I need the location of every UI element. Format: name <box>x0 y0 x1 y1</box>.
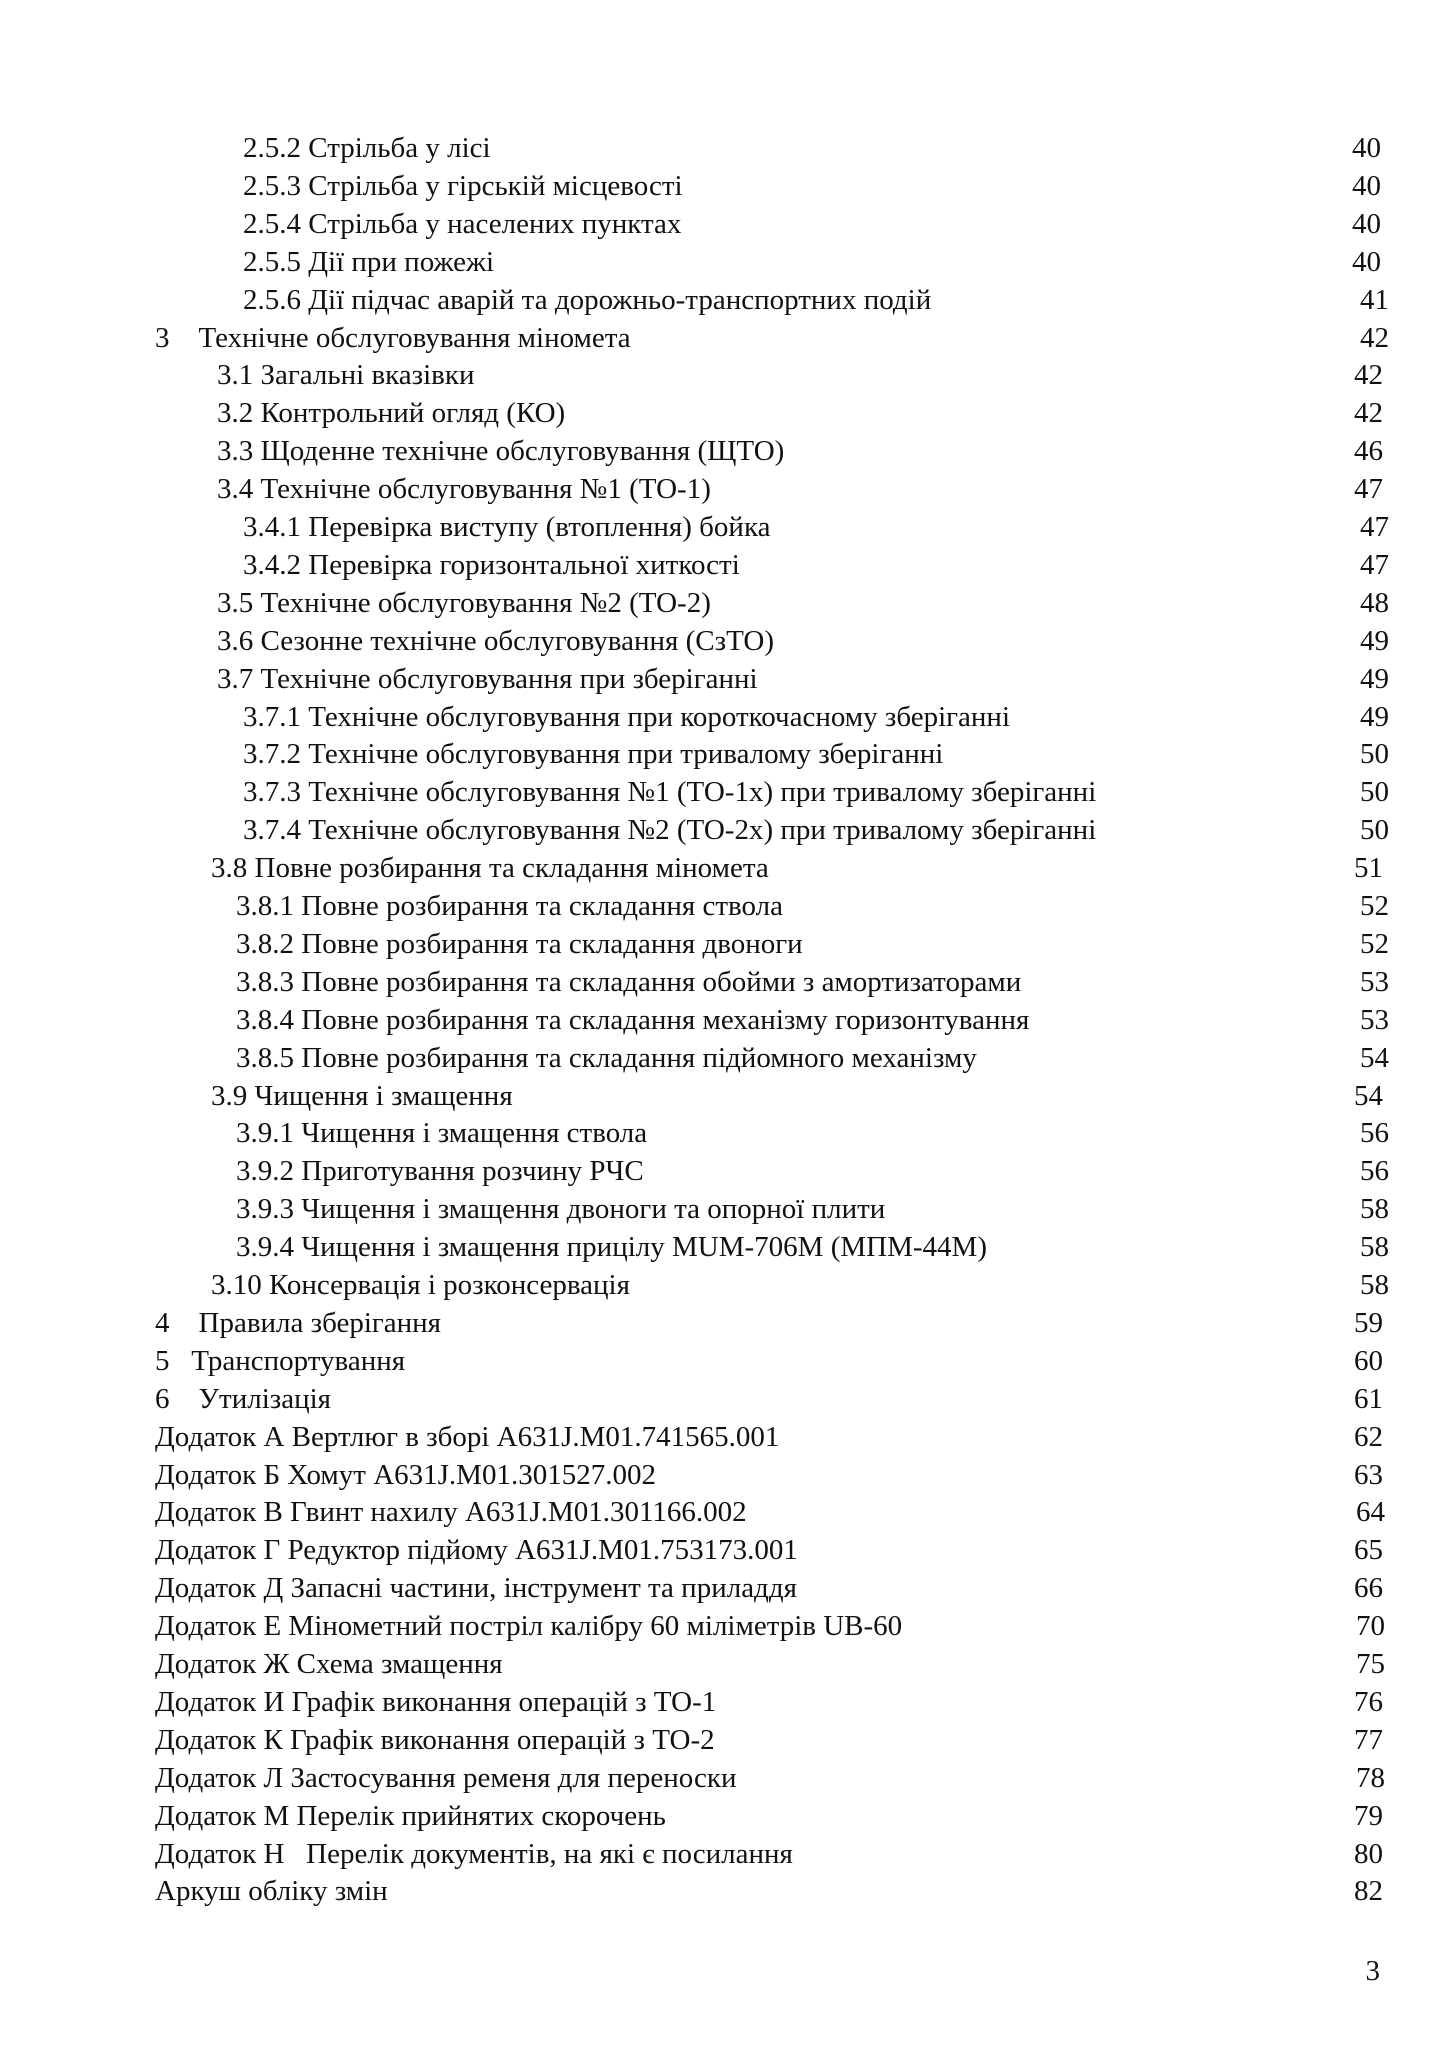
toc-entry <box>0 661 1448 697</box>
toc-entry-page: 40 <box>1352 132 1381 164</box>
toc-entry <box>0 471 1448 507</box>
toc-entry-page: 52 <box>1360 890 1389 922</box>
toc-entry <box>0 547 1448 583</box>
toc-entry <box>0 1002 1448 1038</box>
toc-entry-page: 63 <box>1354 1459 1383 1491</box>
toc-entry <box>0 1722 1448 1758</box>
toc-entry-title: 3.2 Контрольний огляд (КО) <box>217 397 566 429</box>
toc-entry <box>0 1078 1448 1114</box>
toc-entry-title: Додаток Н Перелік документів, на які є посилання <box>155 1838 793 1870</box>
toc-entry-page: 46 <box>1354 435 1383 467</box>
toc-entry <box>0 1040 1448 1076</box>
toc-entry <box>0 1608 1448 1644</box>
toc-entry <box>0 699 1448 735</box>
toc-entry-title: Додаток Б Хомут А631J.М01.301527.002 <box>155 1459 656 1491</box>
toc-entry <box>0 1305 1448 1341</box>
toc-entry-title: Додаток М Перелік прийнятих скорочень <box>155 1800 666 1832</box>
toc-entry-title: 3.4.1 Перевірка виступу (втоплення) бойка <box>243 511 771 543</box>
toc-entry-page: 79 <box>1354 1800 1383 1832</box>
toc-entry-title: 3.8 Повне розбирання та складання міномета <box>211 852 769 884</box>
toc-entry <box>0 1646 1448 1682</box>
toc-entry-title: Додаток Л Застосування ременя для переноски <box>155 1762 737 1794</box>
toc-entry <box>0 433 1448 469</box>
toc-entry <box>0 1153 1448 1189</box>
toc-entry-page: 58 <box>1360 1269 1389 1301</box>
toc-entry-title: 3.9.2 Приготування розчину РЧС <box>236 1155 644 1187</box>
toc-entry-page: 54 <box>1354 1080 1383 1112</box>
toc-entry <box>0 623 1448 659</box>
toc-entry <box>0 244 1448 280</box>
toc-entry <box>0 1532 1448 1568</box>
toc-entry-page: 54 <box>1360 1042 1389 1074</box>
toc-entry <box>0 585 1448 621</box>
toc-entry-title: 3.1 Загальні вказівки <box>217 359 475 391</box>
toc-entry-title: Додаток А Вертлюг в зборі А631J.М01.741565.001 <box>155 1421 780 1453</box>
toc-entry-title: 3.10 Консервація і розконсервація <box>211 1269 630 1301</box>
toc-entry <box>0 1229 1448 1265</box>
toc-entry-title: Аркуш обліку змін <box>155 1875 388 1907</box>
toc-entry-page: 42 <box>1354 359 1383 391</box>
toc-entry-page: 56 <box>1360 1155 1389 1187</box>
toc-entry-page: 50 <box>1360 814 1389 846</box>
toc-entry-title: 2.5.6 Дії підчас аварій та дорожньо-транспортних подій <box>243 284 932 316</box>
toc-entry-title: Додаток Д Запасні частини, інструмент та приладдя <box>155 1572 797 1604</box>
toc-entry-page: 82 <box>1354 1875 1383 1907</box>
toc-entry-page: 58 <box>1360 1193 1389 1225</box>
toc-entry <box>0 1798 1448 1834</box>
page-number: 3 <box>1365 1955 1380 1987</box>
toc-entry-page: 42 <box>1354 397 1383 429</box>
toc-entry-title: 2.5.5 Дії при пожежі <box>243 246 495 278</box>
toc-entry <box>0 774 1448 810</box>
toc-entry-page: 51 <box>1354 852 1383 884</box>
toc-entry-page: 40 <box>1352 208 1381 240</box>
toc-entry-title: 3.9 Чищення і змащення <box>211 1080 513 1112</box>
toc-entry-page: 42 <box>1360 322 1389 354</box>
toc-entry-title: 4 Правила зберігання <box>155 1307 442 1339</box>
toc-entry-page: 47 <box>1360 549 1389 581</box>
toc-entry <box>0 1381 1448 1417</box>
toc-entry <box>0 1873 1448 1909</box>
toc-entry-title: 3.4.2 Перевірка горизонтальної хиткості <box>243 549 740 581</box>
toc-entry-page: 78 <box>1356 1762 1385 1794</box>
toc-entry <box>0 395 1448 431</box>
toc-entry-title: 3.8.1 Повне розбирання та складання ствола <box>236 890 783 922</box>
toc-entry <box>0 1343 1448 1379</box>
toc-entry-title: 3.8.4 Повне розбирання та складання механізму горизонтування <box>236 1004 1030 1036</box>
toc-entry <box>0 320 1448 356</box>
toc-entry-page: 53 <box>1360 966 1389 998</box>
toc-entry-title: 2.5.2 Стрільба у лісі <box>243 132 491 164</box>
toc-entry-page: 77 <box>1354 1724 1383 1756</box>
toc-entry-page: 61 <box>1354 1383 1383 1415</box>
toc-entry <box>0 130 1448 166</box>
toc-entry-title: 3.8.2 Повне розбирання та складання двоноги <box>236 928 803 960</box>
toc-entry-page: 75 <box>1356 1648 1385 1680</box>
toc-entry-page: 59 <box>1354 1307 1383 1339</box>
toc-entry <box>0 964 1448 1000</box>
toc-entry-page: 40 <box>1352 246 1381 278</box>
toc-entry-title: Додаток Е Мінометний постріл калібру 60 міліметрів UB-60 <box>155 1610 903 1642</box>
toc-entry <box>0 1494 1448 1530</box>
toc-entry <box>0 1570 1448 1606</box>
toc-entry-page: 66 <box>1354 1572 1383 1604</box>
toc-entry-page: 53 <box>1360 1004 1389 1036</box>
toc-entry <box>0 888 1448 924</box>
toc-entry <box>0 1115 1448 1151</box>
toc-entry <box>0 509 1448 545</box>
toc-entry <box>0 1191 1448 1227</box>
toc-entry-page: 50 <box>1360 776 1389 808</box>
toc-entry <box>0 282 1448 318</box>
toc-entry-page: 49 <box>1360 663 1389 695</box>
toc-entry-title: 5 Транспортування <box>155 1345 406 1377</box>
toc-entry-title: 3.7.2 Технічне обслуговування при тривалому зберіганні <box>243 738 944 770</box>
toc-entry-title: 2.5.4 Стрільба у населених пунктах <box>243 208 682 240</box>
toc-entry-title: 3.7.3 Технічне обслуговування №1 (ТО-1х) при тривалому зберіганні <box>243 776 1097 808</box>
toc-entry-title: Додаток Г Редуктор підйому А631J.М01.753173.001 <box>155 1534 798 1566</box>
toc-entry-title: 3.9.3 Чищення і змащення двоноги та опорної плити <box>236 1193 886 1225</box>
toc-entry-page: 47 <box>1360 511 1389 543</box>
toc-entry-page: 60 <box>1354 1345 1383 1377</box>
toc-entry-page: 49 <box>1360 625 1389 657</box>
toc-entry-page: 56 <box>1360 1117 1389 1149</box>
toc-entry-title: 3.7.4 Технічне обслуговування №2 (ТО-2х) при тривалому зберіганні <box>243 814 1097 846</box>
toc-entry <box>0 850 1448 886</box>
toc-entry <box>0 168 1448 204</box>
toc-entry <box>0 736 1448 772</box>
toc-entry-page: 62 <box>1354 1421 1383 1453</box>
toc-entry-page: 58 <box>1360 1231 1389 1263</box>
toc-entry <box>0 1457 1448 1493</box>
toc-entry-page: 65 <box>1354 1534 1383 1566</box>
toc-entry-title: 3.7.1 Технічне обслуговування при короткочасному зберіганні <box>243 701 1011 733</box>
toc-entry-title: 3.9.1 Чищення і змащення ствола <box>236 1117 648 1149</box>
toc-entry-page: 49 <box>1360 701 1389 733</box>
toc-entry-title: Додаток И Графік виконання операцій з ТО-1 <box>155 1686 717 1718</box>
toc-entry-page: 70 <box>1356 1610 1385 1642</box>
toc-entry-title: 3.7 Технічне обслуговування при зберіганні <box>217 663 758 695</box>
toc-entry-page: 80 <box>1354 1838 1383 1870</box>
toc-entry <box>0 812 1448 848</box>
toc-entry <box>0 206 1448 242</box>
toc-entry-page: 48 <box>1360 587 1389 619</box>
toc-entry-title: 3.4 Технічне обслуговування №1 (ТО-1) <box>217 473 711 505</box>
toc-entry-title: 3.6 Сезонне технічне обслуговування (СзТО) <box>217 625 775 657</box>
toc-entry <box>0 1760 1448 1796</box>
toc-entry-title: 6 Утилізація <box>155 1383 331 1415</box>
toc-entry-title: 3.8.5 Повне розбирання та складання підйомного механізму <box>236 1042 977 1074</box>
toc-entry-page: 41 <box>1360 284 1389 316</box>
toc-entry <box>0 1684 1448 1720</box>
toc-entry-title: 3 Технічне обслуговування міномета <box>155 322 631 354</box>
toc-entry-page: 76 <box>1354 1686 1383 1718</box>
toc-entry-title: 2.5.3 Стрільба у гірській місцевості <box>243 170 683 202</box>
toc-entry-title: 3.8.3 Повне розбирання та складання обойми з амортизаторами <box>236 966 1022 998</box>
toc-entry <box>0 1836 1448 1872</box>
toc-entry-page: 40 <box>1352 170 1381 202</box>
toc-entry-title: Додаток В Гвинт нахилу А631J.М01.301166.002 <box>155 1496 747 1528</box>
toc-entry <box>0 1419 1448 1455</box>
toc-entry <box>0 357 1448 393</box>
toc-entry <box>0 926 1448 962</box>
toc-entry-page: 50 <box>1360 738 1389 770</box>
toc-entry-title: Додаток Ж Схема змащення <box>155 1648 503 1680</box>
toc-entry-title: Додаток К Графік виконання операцій з ТО-2 <box>155 1724 715 1756</box>
toc-entry-title: 3.9.4 Чищення і змащення прицілу MUM-706M (МПМ-44М) <box>236 1231 987 1263</box>
toc-entry-page: 64 <box>1356 1496 1385 1528</box>
toc-entry-page: 47 <box>1354 473 1383 505</box>
toc-entry-title: 3.3 Щоденне технічне обслуговування (ЩТО) <box>217 435 785 467</box>
toc-entry-title: 3.5 Технічне обслуговування №2 (ТО-2) <box>217 587 711 619</box>
toc-entry-page: 52 <box>1360 928 1389 960</box>
toc-entry <box>0 1267 1448 1303</box>
